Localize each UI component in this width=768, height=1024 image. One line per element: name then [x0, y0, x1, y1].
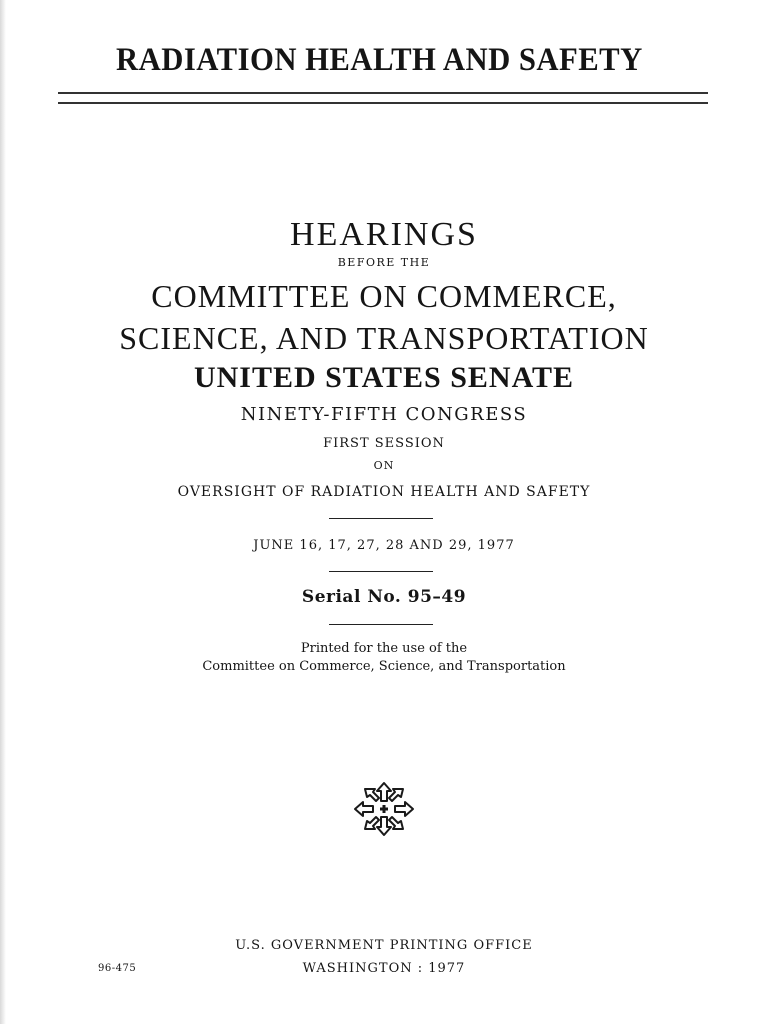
divider-rule	[329, 571, 433, 572]
hearings-heading: HEARINGS	[290, 216, 478, 253]
title-double-rule	[58, 92, 708, 104]
session-label: FIRST SESSION	[323, 436, 445, 451]
divider-rule	[329, 624, 433, 625]
place-and-year: WASHINGTON : 1977	[302, 961, 466, 976]
serial-number: Serial No. 95–49	[301, 587, 467, 607]
gpo-printer-mark-icon	[351, 779, 417, 839]
on-label: ON	[373, 459, 395, 472]
printed-for-line2: Committee on Commerce, Science, and Transportation	[202, 659, 566, 674]
printing-office-label: U.S. GOVERNMENT PRINTING OFFICE	[235, 938, 533, 953]
job-number: 96-475	[98, 963, 137, 974]
senate-heading: UNITED STATES SENATE	[193, 361, 575, 394]
printed-for-line1: Printed for the use of the	[300, 641, 468, 656]
divider-rule	[329, 518, 433, 519]
hearing-dates: JUNE 16, 17, 27, 28 AND 29, 1977	[253, 538, 515, 553]
before-the-label: BEFORE THE	[337, 256, 431, 269]
document-title: RADIATION HEALTH AND SAFETY	[116, 42, 643, 78]
committee-name-line2: SCIENCE, AND TRANSPORTATION	[119, 320, 649, 356]
hearing-subject: OVERSIGHT OF RADIATION HEALTH AND SAFETY	[177, 484, 591, 500]
congress-label: NINETY-FIFTH CONGRESS	[240, 404, 528, 425]
page-edge-shadow	[0, 0, 6, 1024]
committee-name-line1: COMMITTEE ON COMMERCE,	[151, 278, 617, 314]
